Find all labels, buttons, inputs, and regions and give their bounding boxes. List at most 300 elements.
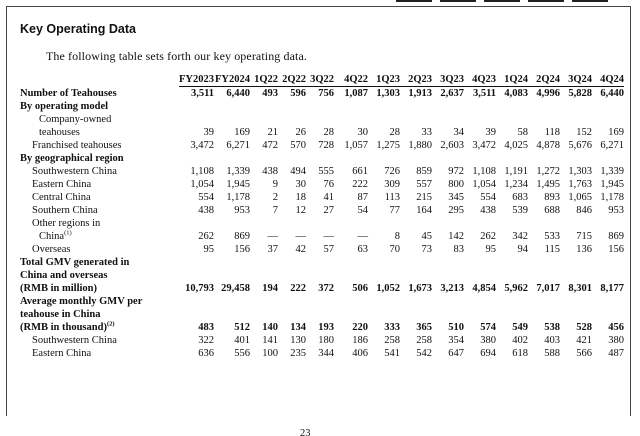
- table-cell: 58: [517, 127, 528, 138]
- table-cell: [464, 308, 496, 321]
- table-cell: 41: [323, 192, 334, 203]
- table-cell: 1,495: [536, 179, 560, 190]
- table-cell: 1,052: [376, 283, 400, 294]
- table-cell: [250, 217, 278, 230]
- table-cell: 118: [544, 127, 560, 138]
- table-cell: 156: [608, 244, 624, 255]
- table-cell: 1,275: [376, 140, 400, 151]
- table-cell: 487: [608, 348, 624, 359]
- row-label-text: Total GMV generated in: [20, 257, 130, 268]
- table-row: [20, 113, 624, 126]
- table-row: [20, 100, 624, 113]
- table-cell: 70: [389, 244, 400, 255]
- row-label-text: Southwestern China: [32, 166, 117, 177]
- table-cell: 542: [416, 348, 432, 359]
- row-label: [20, 282, 179, 295]
- column-header: 2Q24: [528, 73, 560, 87]
- row-label: [20, 87, 179, 101]
- table-cell: [278, 295, 306, 308]
- table-cell: 95: [203, 244, 214, 255]
- table-cell: 8: [394, 231, 400, 242]
- table-cell: 29,458: [221, 283, 250, 294]
- table-cell: 1,087: [344, 88, 368, 99]
- table-cell: [278, 113, 306, 126]
- table-cell: [250, 256, 278, 269]
- table-cell: 1,178: [600, 192, 624, 203]
- table-cell: 636: [198, 348, 214, 359]
- table-cell: 596: [290, 88, 306, 99]
- table-cell: 1,945: [600, 179, 624, 190]
- table-cell: 538: [544, 322, 560, 333]
- row-label-text: Average monthly GMV per: [20, 296, 143, 307]
- top-rule-segment: [396, 0, 432, 2]
- row-label-text: Other regions in: [32, 218, 101, 229]
- table-cell: 309: [384, 179, 400, 190]
- table-row: [20, 295, 624, 308]
- table-cell: [592, 100, 624, 113]
- column-header: 2Q23: [400, 73, 432, 87]
- footnote-marker: (1): [64, 229, 72, 237]
- table-cell: 258: [384, 335, 400, 346]
- row-label-text: By geographical region: [20, 153, 124, 164]
- table-cell: 438: [480, 205, 496, 216]
- row-label: [20, 308, 179, 321]
- table-row: [20, 347, 624, 360]
- table-cell: 215: [416, 192, 432, 203]
- table-cell: [496, 152, 528, 165]
- table-cell: 30: [295, 179, 306, 190]
- table-cell: 6,440: [226, 88, 250, 99]
- table-cell: [368, 295, 400, 308]
- table-cell: 541: [384, 348, 400, 359]
- table-cell: [496, 256, 528, 269]
- table-cell: [496, 308, 528, 321]
- table-cell: 953: [608, 205, 624, 216]
- table-cell: [592, 269, 624, 282]
- table-cell: 344: [318, 348, 334, 359]
- row-label-text: China and overseas: [20, 270, 108, 281]
- table-cell: 972: [448, 166, 464, 177]
- row-label: [20, 295, 179, 308]
- table-cell: 557: [416, 179, 432, 190]
- table-cell: 3,511: [190, 88, 214, 99]
- column-header: 4Q24: [592, 73, 624, 87]
- table-cell: 1,065: [568, 192, 592, 203]
- table-cell: 1,108: [472, 166, 496, 177]
- table-cell: [334, 152, 368, 165]
- table-cell: [528, 295, 560, 308]
- table-cell: [560, 100, 592, 113]
- table-cell: [368, 269, 400, 282]
- column-header: 4Q23: [464, 73, 496, 87]
- row-label-text: Eastern China: [32, 348, 92, 359]
- table-cell: 63: [357, 244, 368, 255]
- row-label-text: Number of Teahouses: [20, 88, 117, 99]
- table-cell: [464, 113, 496, 126]
- table-cell: [214, 269, 250, 282]
- row-label: [20, 152, 179, 165]
- row-label: [20, 256, 179, 269]
- table-cell: [214, 152, 250, 165]
- table-cell: 18: [295, 192, 306, 203]
- table-cell: [214, 256, 250, 269]
- table-cell: 688: [544, 205, 560, 216]
- row-label-text: Central China: [32, 192, 91, 203]
- table-cell: [496, 113, 528, 126]
- table-cell: 100: [262, 348, 278, 359]
- table-cell: [250, 100, 278, 113]
- table-cell: 1,339: [600, 166, 624, 177]
- table-cell: 570: [290, 140, 306, 151]
- table-cell: 222: [290, 283, 306, 294]
- table-cell: 372: [318, 283, 334, 294]
- table-cell: [306, 152, 334, 165]
- table-body: [20, 87, 624, 361]
- table-cell: [496, 295, 528, 308]
- top-rule-segment: [484, 0, 520, 2]
- table-cell: 30: [357, 127, 368, 138]
- table-cell: [334, 295, 368, 308]
- table-cell: 142: [448, 231, 464, 242]
- table-cell: [400, 308, 432, 321]
- table-cell: —: [357, 231, 368, 242]
- table-cell: [528, 152, 560, 165]
- table-cell: [528, 113, 560, 126]
- row-label: [20, 126, 179, 139]
- table-cell: 28: [389, 127, 400, 138]
- table-cell: 1,191: [504, 166, 528, 177]
- table-cell: 406: [352, 348, 368, 359]
- table-cell: [528, 217, 560, 230]
- table-cell: 512: [234, 322, 250, 333]
- table-cell: 8,301: [568, 283, 592, 294]
- table-cell: 5,962: [504, 283, 528, 294]
- table-cell: [464, 152, 496, 165]
- table-cell: 539: [512, 205, 528, 216]
- table-cell: [306, 308, 334, 321]
- table-cell: [560, 295, 592, 308]
- table-cell: 5,676: [568, 140, 592, 151]
- table-cell: 134: [290, 322, 306, 333]
- table-cell: [334, 217, 368, 230]
- table-cell: 618: [512, 348, 528, 359]
- row-label-text: (RMB in million): [20, 283, 98, 294]
- intro-text: The following table sets forth our key operating data.: [46, 49, 307, 63]
- table-cell: [400, 269, 432, 282]
- table-cell: [528, 308, 560, 321]
- table-cell: 77: [389, 205, 400, 216]
- table-cell: 39: [485, 127, 496, 138]
- table-cell: [250, 152, 278, 165]
- table-cell: 555: [318, 166, 334, 177]
- header-label-cell: [20, 73, 179, 87]
- row-label: [20, 243, 179, 256]
- table-cell: 1,673: [408, 283, 432, 294]
- table-cell: 574: [480, 322, 496, 333]
- table-cell: 37: [267, 244, 278, 255]
- table-row: [20, 126, 624, 139]
- table-cell: 95: [485, 244, 496, 255]
- row-label: [20, 217, 179, 230]
- table-cell: [214, 100, 250, 113]
- table-row: [20, 243, 624, 256]
- table-cell: 506: [352, 283, 368, 294]
- table-row: [20, 165, 624, 178]
- table-cell: 42: [295, 244, 306, 255]
- table-cell: [306, 100, 334, 113]
- table-cell: [368, 100, 400, 113]
- table-cell: [214, 113, 250, 126]
- column-header: 3Q24: [560, 73, 592, 87]
- table-cell: [250, 113, 278, 126]
- table-row: [20, 308, 624, 321]
- column-header: 2Q22: [278, 73, 306, 87]
- table-cell: 869: [234, 231, 250, 242]
- table-cell: 130: [290, 335, 306, 346]
- table-cell: [334, 100, 368, 113]
- table-cell: 76: [323, 179, 334, 190]
- table-cell: 156: [234, 244, 250, 255]
- table-cell: [278, 308, 306, 321]
- section-title: Key Operating Data: [20, 22, 137, 36]
- table-cell: [464, 256, 496, 269]
- table-cell: [306, 217, 334, 230]
- table-cell: 345: [448, 192, 464, 203]
- table-cell: 365: [416, 322, 432, 333]
- column-header: FY2024: [215, 74, 250, 85]
- table-cell: [560, 152, 592, 165]
- row-label: [20, 139, 179, 152]
- table-cell: 4,083: [504, 88, 528, 99]
- table-cell: [432, 217, 464, 230]
- table-cell: 186: [352, 335, 368, 346]
- table-cell: [334, 308, 368, 321]
- table-cell: 800: [448, 179, 464, 190]
- table-cell: 354: [448, 335, 464, 346]
- table-cell: 2,637: [440, 88, 464, 99]
- table-cell: 4,854: [472, 283, 496, 294]
- row-label: [20, 230, 179, 243]
- table-cell: [560, 217, 592, 230]
- table-cell: 2,603: [440, 140, 464, 151]
- table-cell: 421: [576, 335, 592, 346]
- table-cell: 1,880: [408, 140, 432, 151]
- table-cell: 4,878: [536, 140, 560, 151]
- table-cell: 472: [262, 140, 278, 151]
- table-cell: 588: [544, 348, 560, 359]
- table-cell: 554: [198, 192, 214, 203]
- table-cell: 728: [318, 140, 334, 151]
- table-cell: [400, 256, 432, 269]
- table-cell: 1,178: [226, 192, 250, 203]
- table-cell: 556: [234, 348, 250, 359]
- table-cell: 683: [512, 192, 528, 203]
- table-cell: 3,511: [472, 88, 496, 99]
- table-cell: 3,213: [440, 283, 464, 294]
- table-cell: 6,271: [226, 140, 250, 151]
- column-header: 1Q22: [250, 73, 278, 87]
- table-cell: [464, 217, 496, 230]
- table-cell: 1,234: [504, 179, 528, 190]
- table-cell: [179, 269, 214, 282]
- table-cell: [400, 100, 432, 113]
- table-cell: 6,271: [600, 140, 624, 151]
- table-cell: [250, 269, 278, 282]
- table-cell: [179, 295, 214, 308]
- row-label-text: China: [39, 231, 65, 242]
- row-label-text: By operating model: [20, 101, 109, 112]
- table-cell: 83: [453, 244, 464, 255]
- table-cell: —: [267, 231, 278, 242]
- table-cell: 342: [512, 231, 528, 242]
- table-cell: [214, 308, 250, 321]
- table-cell: 510: [448, 322, 464, 333]
- table-cell: [528, 256, 560, 269]
- table-cell: 1,303: [568, 166, 592, 177]
- table-cell: [592, 217, 624, 230]
- table-cell: 28: [323, 127, 334, 138]
- table-cell: [368, 217, 400, 230]
- table-cell: 483: [198, 322, 214, 333]
- table-row: [20, 334, 624, 347]
- table-cell: 549: [512, 322, 528, 333]
- row-label-text: Southern China: [32, 205, 98, 216]
- table-row: [20, 139, 624, 152]
- table-cell: [432, 256, 464, 269]
- table-cell: [528, 100, 560, 113]
- top-rule-segment: [440, 0, 476, 2]
- table-cell: [496, 269, 528, 282]
- table-cell: 694: [480, 348, 496, 359]
- table-cell: [592, 308, 624, 321]
- table-cell: 715: [576, 231, 592, 242]
- table-cell: —: [295, 231, 306, 242]
- table-cell: [528, 269, 560, 282]
- row-label-text: teahouse in China: [20, 309, 101, 320]
- table-cell: —: [323, 231, 334, 242]
- table-cell: 661: [352, 166, 368, 177]
- table-cell: [592, 256, 624, 269]
- table-cell: 115: [544, 244, 560, 255]
- table-cell: 7,017: [536, 283, 560, 294]
- table-cell: [306, 256, 334, 269]
- table-row: [20, 178, 624, 191]
- table-cell: 21: [267, 127, 278, 138]
- table-cell: 726: [384, 166, 400, 177]
- table-cell: 169: [234, 127, 250, 138]
- table-cell: [560, 269, 592, 282]
- row-label-text: Franchised teahouses: [32, 140, 122, 151]
- page-number: 23: [300, 428, 311, 436]
- row-label: [20, 191, 179, 204]
- row-label: [20, 204, 179, 217]
- table-cell: 4,996: [536, 88, 560, 99]
- table-cell: [368, 113, 400, 126]
- table-cell: 45: [421, 231, 432, 242]
- table-cell: [560, 308, 592, 321]
- table-cell: [496, 217, 528, 230]
- table-cell: 380: [608, 335, 624, 346]
- table-cell: 164: [416, 205, 432, 216]
- table-cell: 1,272: [536, 166, 560, 177]
- table-cell: 401: [234, 335, 250, 346]
- table-cell: [592, 113, 624, 126]
- table-cell: [464, 295, 496, 308]
- row-label-text: (RMB in thousand): [20, 322, 107, 333]
- table-row: [20, 87, 624, 101]
- table-cell: 87: [357, 192, 368, 203]
- top-rule-segment: [528, 0, 564, 2]
- row-label-text: Eastern China: [32, 179, 92, 190]
- table-cell: 5,828: [568, 88, 592, 99]
- table-cell: 8,177: [600, 283, 624, 294]
- table-cell: 57: [323, 244, 334, 255]
- table-cell: [179, 256, 214, 269]
- table-cell: [400, 113, 432, 126]
- table-cell: 39: [203, 127, 214, 138]
- table-cell: [560, 256, 592, 269]
- table-cell: [250, 308, 278, 321]
- table-cell: [306, 295, 334, 308]
- table-cell: 438: [198, 205, 214, 216]
- column-header: 1Q23: [368, 73, 400, 87]
- table-cell: 12: [295, 205, 306, 216]
- table-cell: [496, 100, 528, 113]
- table-cell: 262: [198, 231, 214, 242]
- table-cell: 322: [198, 335, 214, 346]
- table-cell: 494: [290, 166, 306, 177]
- row-label: [20, 321, 179, 334]
- table-cell: 295: [448, 205, 464, 216]
- table-cell: [306, 269, 334, 282]
- table-cell: 169: [608, 127, 624, 138]
- table-cell: [432, 113, 464, 126]
- table-cell: 7: [272, 205, 278, 216]
- column-header: 3Q22: [306, 73, 334, 87]
- table-cell: 1,108: [190, 166, 214, 177]
- table-cell: [278, 100, 306, 113]
- table-cell: 33: [421, 127, 432, 138]
- table-cell: [334, 256, 368, 269]
- table-cell: [214, 217, 250, 230]
- table-cell: [278, 269, 306, 282]
- table-cell: 456: [608, 322, 624, 333]
- table-cell: 438: [262, 166, 278, 177]
- row-label: [20, 347, 179, 360]
- table-row: [20, 230, 624, 243]
- column-header: 4Q22: [334, 73, 368, 87]
- table-cell: [368, 152, 400, 165]
- row-label-text: Company-owned: [39, 114, 112, 125]
- table-cell: 846: [576, 205, 592, 216]
- table-cell: 493: [262, 88, 278, 99]
- table-cell: [400, 217, 432, 230]
- table-cell: 3,472: [472, 140, 496, 151]
- table-row: [20, 152, 624, 165]
- table-cell: 1,054: [472, 179, 496, 190]
- table-cell: [278, 217, 306, 230]
- table-cell: [278, 256, 306, 269]
- table-cell: [334, 113, 368, 126]
- table-cell: 380: [480, 335, 496, 346]
- top-rule-segment: [572, 0, 608, 2]
- table-cell: 262: [480, 231, 496, 242]
- table-cell: [306, 113, 334, 126]
- table-cell: 9: [272, 179, 278, 190]
- table-cell: [179, 100, 214, 113]
- table-cell: [464, 100, 496, 113]
- table-cell: 54: [357, 205, 368, 216]
